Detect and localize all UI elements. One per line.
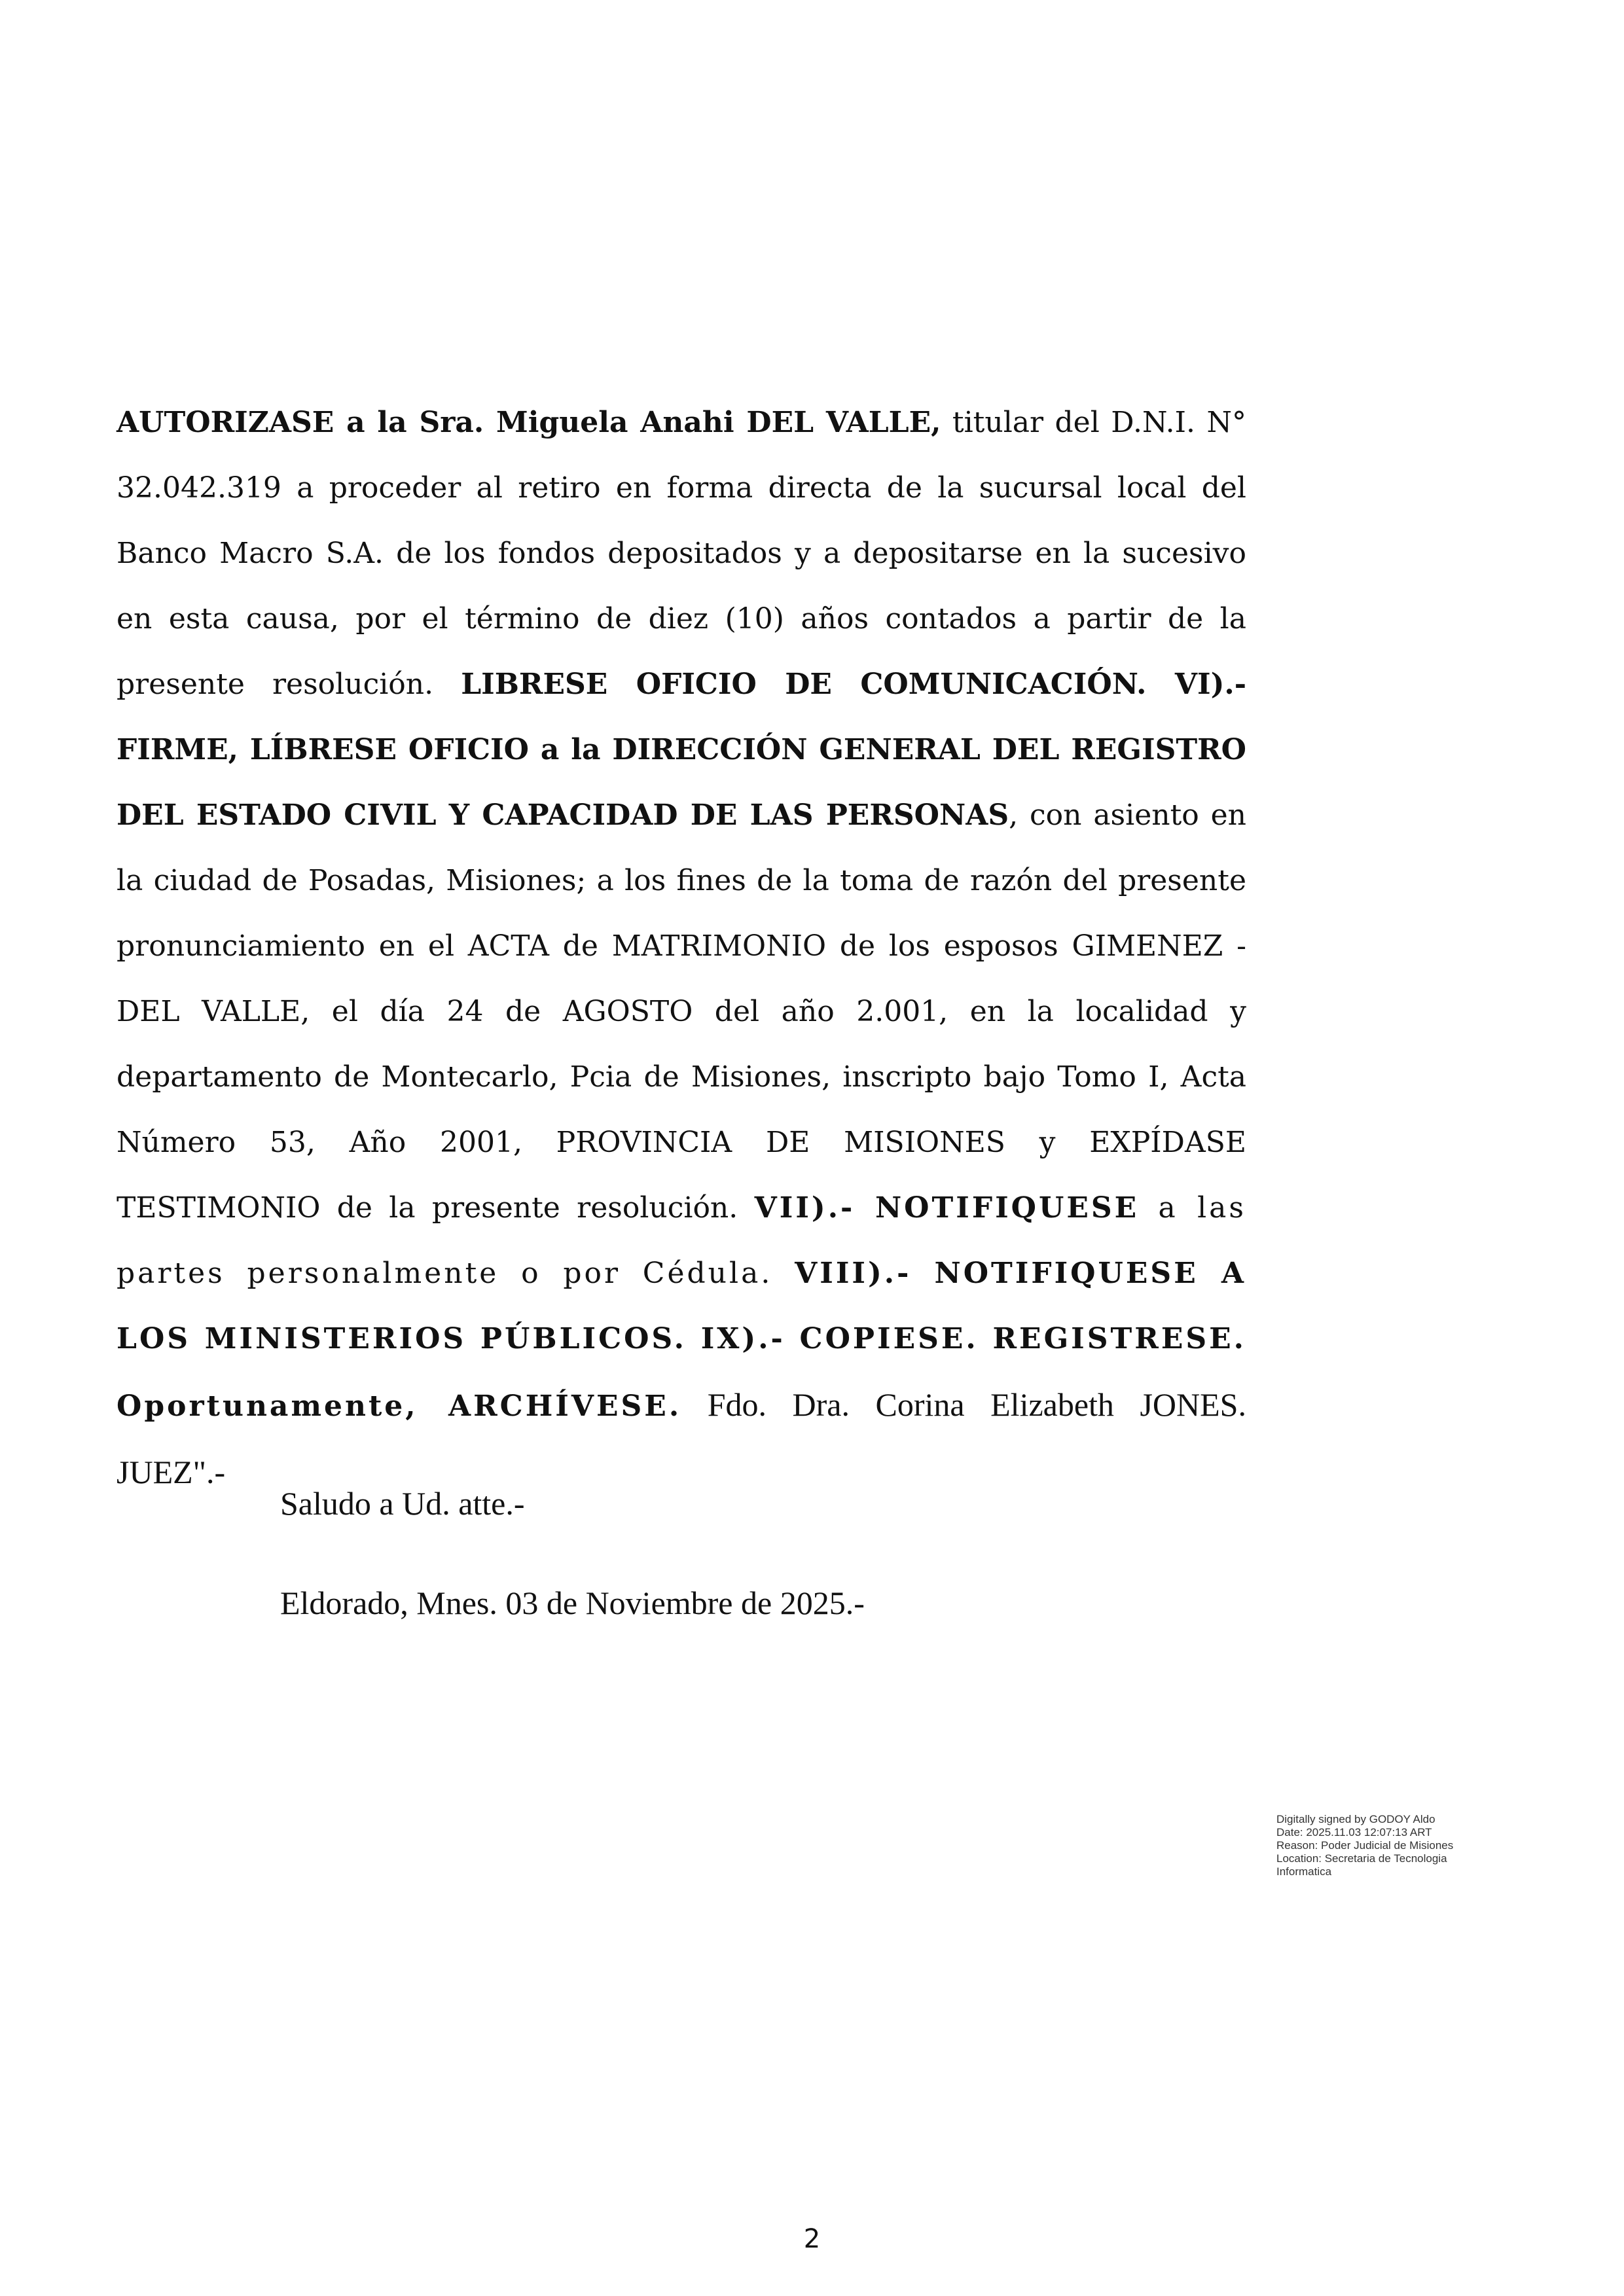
page-number: 2: [803, 2224, 821, 2254]
registry-order-details: , con asiento en la ciudad de Posadas, Misiones; a los fines de la toma de razón del presente pronunciamiento en el ACTA de MATRIMONIO de los esposos GIMENEZ - DEL VALLE, el día 24 de AGOSTO del año 2.001, en la localidad y departamento de Montecarlo, Pcia de Misiones, inscripto bajo Tomo I, Acta Número 53, Año 2001, PROVINCIA DE MISIONES y EXPÍDASE TESTIMONIO de la presente resolución.: [117, 798, 1246, 1225]
closing-greeting: Saludo a Ud. atte.-: [280, 1485, 525, 1522]
final-orders: VIII).- NOTIFIQUESE A LOS MINISTERIOS PÚBLICOS. IX).- COPIESE. REGISTRESE. Oportunamente, ARCHÍVESE.: [117, 1257, 1246, 1423]
notify-parties-heading: VII).- NOTIFIQUESE: [754, 1191, 1140, 1225]
notify-parties-details: a las partes personalmente o por Cédula.: [117, 1191, 1246, 1290]
judge-signature-line: Fdo. Dra. Corina Elizabeth JONES. JUEZ".-: [117, 1386, 1246, 1490]
place-and-date: Eldorado, Mnes. 03 de Noviembre de 2025.-: [280, 1585, 865, 1621]
signature-location-cont: Informatica: [1276, 1865, 1332, 1878]
registry-order-heading: LIBRESE OFICIO DE COMUNICACIÓN. VI).- FIRME, LÍBRESE OFICIO a la DIRECCIÓN GENERAL DEL REGISTRO DEL ESTADO CIVIL Y CAPACIDAD DE LAS PERSONAS: [117, 668, 1246, 832]
authorization-details: titular del D.N.I. N° 32.042.319 a proceder al retiro en forma directa de la sucursal local del Banco Macro S.A. de los fondos depositados y a depositarse en la sucesivo en esta causa, por el término de diez (10) años contados a partir de la presente resolución.: [117, 406, 1246, 701]
signature-location: Location: Secretaria de Tecnologia: [1276, 1852, 1447, 1865]
resolution-paragraph: [117, 390, 1246, 1507]
digital-signature-stamp: [1276, 1813, 1538, 1878]
signature-date: Date: 2025.11.03 12:07:13 ART: [1276, 1826, 1432, 1839]
signature-reason: Reason: Poder Judicial de Misiones: [1276, 1839, 1454, 1852]
signature-signer: Digitally signed by GODOY Aldo: [1276, 1813, 1435, 1825]
authorization-clause: AUTORIZASE a la Sra. Miguela Anahi DEL VALLE,: [117, 406, 941, 439]
